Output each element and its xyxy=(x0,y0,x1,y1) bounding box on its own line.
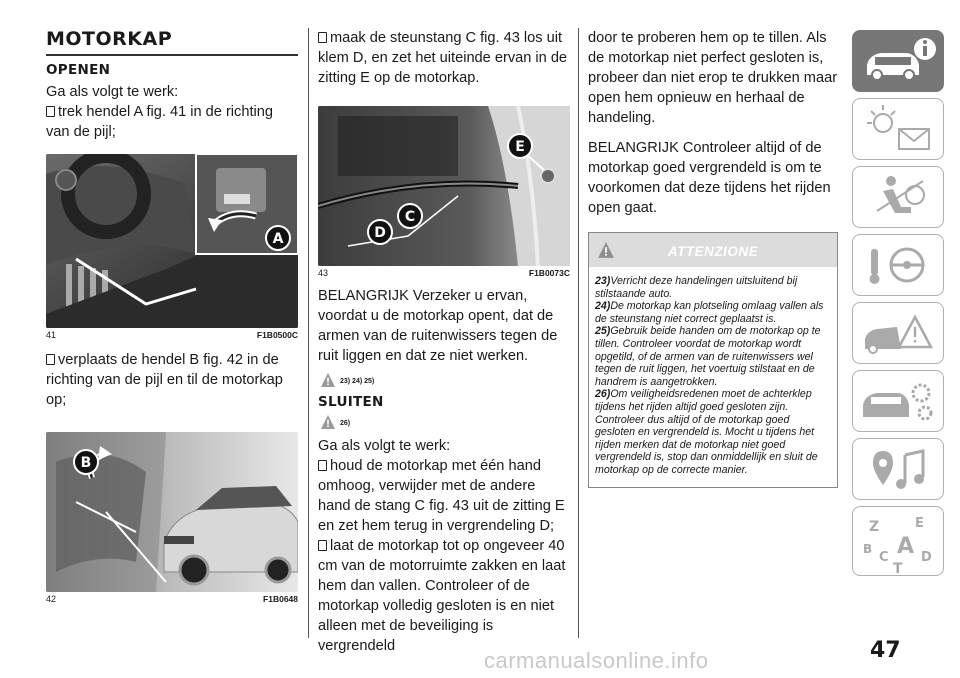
attention-body xyxy=(589,267,837,487)
tab-index[interactable] xyxy=(852,506,944,576)
tab-maintenance[interactable] xyxy=(852,370,944,432)
warning-ref-row-1 xyxy=(320,372,570,388)
warning-triangle-icon xyxy=(320,372,336,388)
attention-header xyxy=(589,233,837,267)
figure-42-code: F1B0648 xyxy=(263,594,298,604)
attention-item: 23)Verricht deze handelingen uitsluitend bij stilstaande auto. xyxy=(595,275,798,300)
bullet-icon xyxy=(46,354,55,365)
step-close-2: laat de motorkap tot op ongeveer 40 cm van de motorruimte zakken en laat hem dan vallen. Controleer of de motorkap volledig gesloten is en niet alleen met de beveiliging is vergrendeld xyxy=(318,538,566,654)
svg-text:Z: Z xyxy=(869,519,880,535)
tab-emergency[interactable] xyxy=(852,302,944,364)
section-heading-open: OPENEN xyxy=(46,62,111,78)
column-1 xyxy=(46,28,298,604)
figure-42-image xyxy=(46,432,298,592)
step-open-3: maak de steunstang C fig. 43 los uit klem D, en zet het uiteinde ervan in de zitting E op de motorkap. xyxy=(318,30,568,86)
important-open-text: BELANGRIJK Verzeker u ervan, voordat u de motorkap opent, dat de armen van de ruitenwissers tegen de ruit liggen en dat ze niet werken. xyxy=(318,288,558,364)
svg-text:D: D xyxy=(921,550,932,565)
bullet-icon xyxy=(318,460,327,471)
svg-text:E: E xyxy=(915,516,924,531)
column-2 xyxy=(318,28,570,656)
crash-warning-icon xyxy=(853,303,945,365)
attention-item: 25)Gebruik beide handen om de motorkap op te tillen. Controleer voordat de motorkap wordt opgetild, of de armen van de ruitenwissers wel tegen de ruit liggen, het voertuig stilstaat en de handrem is aangetrokken. xyxy=(595,325,821,388)
page-title: MOTORKAP xyxy=(46,28,298,56)
figure-41-number: 41 xyxy=(46,330,57,340)
warning-ref-row-2 xyxy=(320,414,570,430)
svg-text:C: C xyxy=(879,550,889,565)
svg-text:B: B xyxy=(863,542,873,556)
car-info-icon xyxy=(853,31,945,93)
figure-41-label-a: A xyxy=(272,231,284,247)
figure-43-number: 43 xyxy=(318,268,329,278)
figure-43-image xyxy=(318,106,570,266)
bullet-icon xyxy=(318,540,327,551)
attention-item: 24)De motorkap kan plotseling omlaag vallen als de steunstang niet correct geplaatst is. xyxy=(595,300,824,325)
section-heading-close: SLUITEN xyxy=(318,394,384,410)
svg-text:A: A xyxy=(897,534,915,559)
bullet-icon xyxy=(318,32,327,43)
figure-41-code: F1B0500C xyxy=(256,330,298,340)
figure-43-label-d: D xyxy=(374,225,386,241)
step-open-2: verplaats de hendel B fig. 42 in de richting van de pijl en til de motorkap op; xyxy=(46,352,283,408)
figure-42-number: 42 xyxy=(46,594,57,604)
music-nav-icon xyxy=(853,439,945,501)
tab-car-info[interactable] xyxy=(852,30,944,92)
warning-refs-1: 23) 24) 25) xyxy=(340,378,375,385)
attention-title: ATTENZIONE xyxy=(667,244,759,259)
airbag-seat-icon xyxy=(853,167,945,229)
figure-43-label-e: E xyxy=(515,139,525,155)
tab-safety[interactable] xyxy=(852,166,944,228)
warning-refs-2: 26) xyxy=(340,420,351,427)
step-close-1: houd de motorkap met één hand omhoog, verwijder met de andere hand de stang C fig. 43 uit de zitting E en zet hem terug in vergrendeling D; xyxy=(318,458,565,534)
attention-box xyxy=(588,232,838,488)
tab-multimedia[interactable] xyxy=(852,438,944,500)
figure-43-code: F1B0073C xyxy=(528,268,570,278)
figure-43-label-c: C xyxy=(404,209,416,225)
column-3 xyxy=(588,28,838,488)
index-letters-icon xyxy=(853,507,945,577)
steering-key-icon xyxy=(853,235,945,297)
close-intro-text: Ga als volgt te werk: xyxy=(318,438,451,454)
intro-text: Ga als volgt te werk: xyxy=(46,84,179,100)
svg-text:T: T xyxy=(893,561,903,577)
warning-lights-icon xyxy=(853,99,945,161)
figure-42-label-b: B xyxy=(80,455,92,471)
page-number: 47 xyxy=(870,638,901,663)
figure-43-caption xyxy=(318,268,570,278)
tab-start-drive[interactable] xyxy=(852,234,944,296)
step-open-1: trek hendel A fig. 41 in de richting van de pijl; xyxy=(46,104,273,140)
tab-warning-lights[interactable] xyxy=(852,98,944,160)
attention-item: 26)Om veiligheidsredenen moet de achterklep tijdens het rijden altijd goed gesloten zijn. Controleer dus altijd of de motorkap goed gesloten en vergrendeld is. Mocht u tijdens het rijden merken dat de motorkap niet goed vergrendeld is, stop dan onmiddellijk en sluit de motorkap op de correcte manier. xyxy=(595,388,818,476)
figure-41-image xyxy=(46,154,298,328)
figure-41-caption xyxy=(46,330,298,340)
watermark: carmanualsonline.info xyxy=(484,648,709,673)
warning-triangle-icon xyxy=(320,414,336,430)
car-maintenance-icon xyxy=(853,371,945,433)
column-divider xyxy=(308,28,309,638)
close-continued-text: door te proberen hem op te tillen. Als de motorkap niet perfect gesloten is, probeer dan niet erop te drukken maar open hem opnieuw en herhaal de handeling. xyxy=(588,30,838,126)
bullet-icon xyxy=(46,106,55,117)
important-close-text: BELANGRIJK Controleer altijd of de motorkap goed vergrendeld is om te voorkomen dat deze tijdens het rijden open gaat. xyxy=(588,140,831,216)
column-divider xyxy=(578,28,579,638)
figure-42-caption xyxy=(46,594,298,604)
